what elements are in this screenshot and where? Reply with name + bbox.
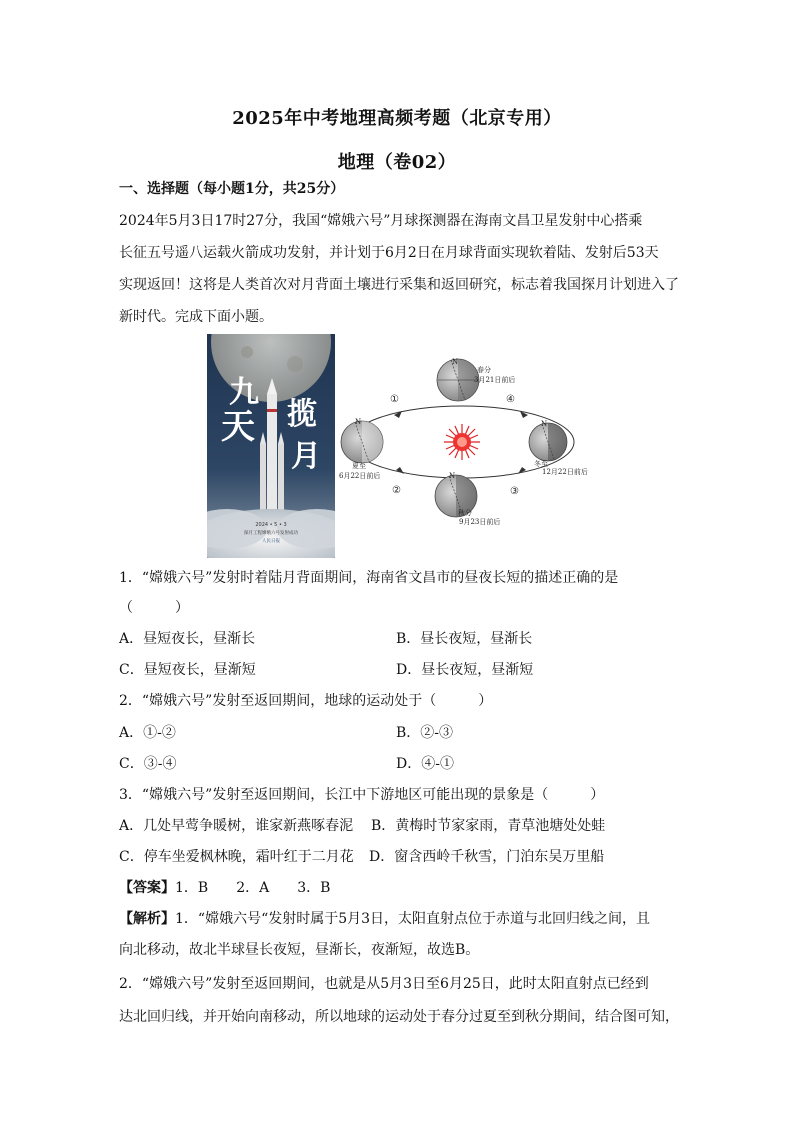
poster-logo: 人民日报 xyxy=(262,539,280,544)
section-heading: 一、选择题（每小题1分，共25分） xyxy=(119,181,345,197)
analysis-line xyxy=(119,910,650,928)
segment-label: ② xyxy=(392,485,401,496)
spring-label: 春分 xyxy=(477,366,491,374)
option: D．昼长夜短，昼渐短 xyxy=(396,662,534,678)
autumn-label: 秋分 xyxy=(458,509,472,517)
earth-orbit-diagram xyxy=(338,358,592,526)
answer-label: 【答案】 xyxy=(119,880,175,896)
poster-headline-char: 九 xyxy=(229,375,259,410)
earth-winter-icon xyxy=(529,423,567,461)
summer-label: 夏至 xyxy=(352,462,366,470)
option: C．停车坐爱枫林晚，霜叶红于二月花 xyxy=(119,849,354,865)
question-2-stem: 2．“嫦娥六号”发射至返回期间，地球的运动处于（ ） xyxy=(119,693,493,709)
question-1-blank: （ ） xyxy=(119,600,189,616)
winter-date: 12月22日前后 xyxy=(542,468,588,476)
poster-date: 2024 • 5 • 3 xyxy=(255,522,287,528)
poster-headline-char: 月 xyxy=(291,439,321,474)
north-label: N xyxy=(452,358,459,366)
document-subtitle: 地理（卷02） xyxy=(337,152,457,173)
segment-label: ④ xyxy=(506,394,515,405)
analysis-text: 1．“嫦娥六号“发射时属于5月3日，太阳直射点位于赤道与北回归线之间，且 xyxy=(175,911,651,927)
segment-label: ① xyxy=(390,394,399,405)
spring-date: 3月21日前后 xyxy=(474,376,516,384)
summer-date: 6月22日前后 xyxy=(339,472,381,480)
segment-label: ③ xyxy=(510,486,519,497)
passage-line: 实现返回！这将是人类首次对月背面土壤进行采集和返回研究，标志着我国探月计划进入了 xyxy=(119,277,679,293)
option: C．③-④ xyxy=(119,756,177,772)
option: D．④-① xyxy=(396,756,454,772)
passage-line: 长征五号遥八运载火箭成功发射，并计划于6月2日在月球背面实现软着陆、发射后53天 xyxy=(119,245,659,261)
analysis-line: 向北移动，故北半球昼长夜短，昼渐长，夜渐短，故选B。 xyxy=(119,942,480,958)
option: C．昼短夜长，昼渐短 xyxy=(119,662,256,678)
passage-line: 2024年5月3日17时27分，我国“嫦娥六号”月球探测器在海南文昌卫星发射中心搭乘 xyxy=(119,213,643,229)
poster-caption: 探月工程嫦娥六号发射成功 xyxy=(244,531,298,536)
sun-icon xyxy=(444,424,480,460)
winter-label: 冬至 xyxy=(534,460,548,468)
question-1-stem: 1．“嫦娥六号”发射时着陆月背面期间，海南省文昌市的昼夜长短的描述正确的是 xyxy=(119,570,619,586)
analysis-line: 达北回归线，并开始向南移动，所以地球的运动处于春分过夏至到秋分期间，结合图可知， xyxy=(119,1009,679,1025)
poster-headline-char: 天 xyxy=(221,407,255,447)
option: B．昼长夜短，昼渐长 xyxy=(396,631,533,647)
north-label: N xyxy=(541,420,548,428)
document-title: 2025年中考地理高频考题（北京专用） xyxy=(232,108,562,129)
answer-line xyxy=(119,879,330,897)
answer-text: 1．B 2．A 3．B xyxy=(175,880,331,896)
chang-e-6-poster-image xyxy=(207,334,335,558)
passage-line: 新时代。完成下面小题。 xyxy=(119,309,273,325)
analysis-label: 【解析】 xyxy=(119,911,175,927)
option: A．昼短夜长，昼渐长 xyxy=(119,631,256,647)
north-label: N xyxy=(449,472,456,480)
earth-summer-icon xyxy=(341,421,383,463)
north-label: N xyxy=(355,418,362,426)
option: A．几处早莺争暖树，谁家新燕啄春泥 xyxy=(119,818,354,834)
poster-headline-char: 揽 xyxy=(287,397,317,432)
option: B．②-③ xyxy=(396,725,454,741)
question-3-stem: 3．“嫦娥六号”发射至返回期间，长江中下游地区可能出现的景象是（ ） xyxy=(119,787,605,803)
analysis-line: 2．“嫦娥六号”发射至返回期间，也就是从5月3日至6月25日，此时太阳直射点已经到 xyxy=(119,976,649,992)
option: D．窗含西岭千秋雪，门泊东吴万里船 xyxy=(369,849,605,865)
autumn-date: 9月23日前后 xyxy=(459,518,501,526)
option: B．黄梅时节家家雨，青草池塘处处蛙 xyxy=(371,818,606,834)
option: A．①-② xyxy=(119,725,176,741)
